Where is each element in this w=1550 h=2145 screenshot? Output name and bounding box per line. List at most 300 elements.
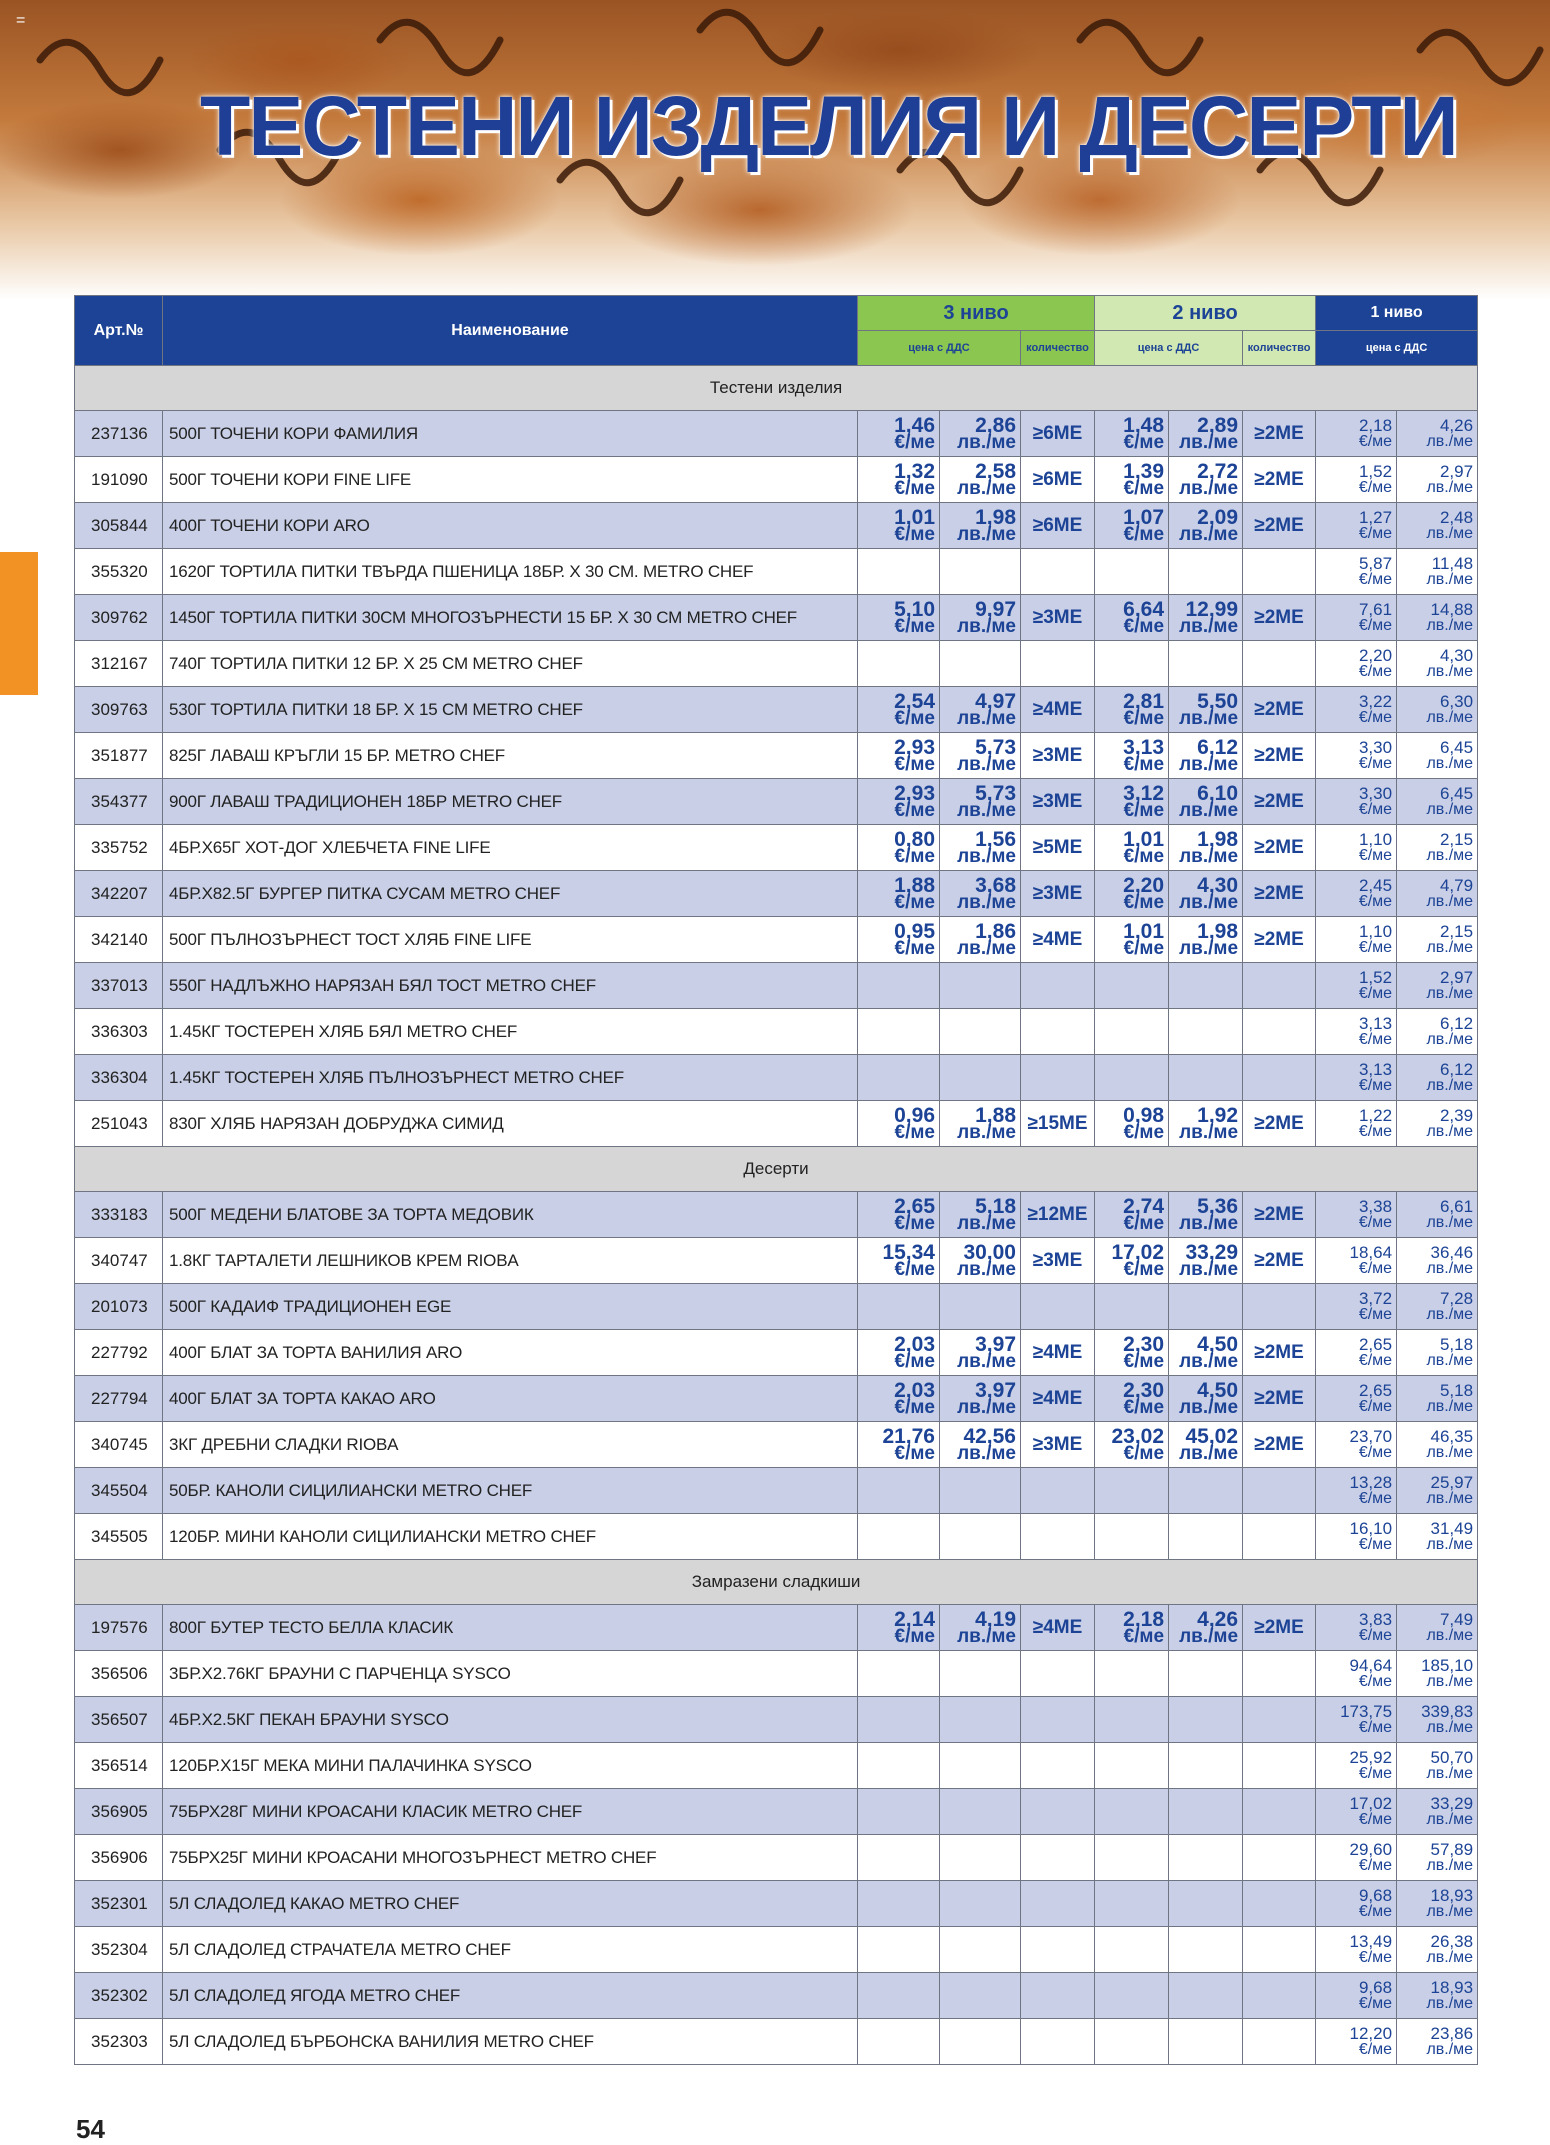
unit-bgn: лв./ме [957, 1350, 1016, 1372]
price-value: 5,18 [1439, 1381, 1474, 1400]
level2-price-eur-cell [1095, 1973, 1169, 2019]
level1-price-eur-cell [1316, 1651, 1397, 1697]
unit-eur: €/ме [894, 1258, 935, 1280]
price-value: 2,20 [1358, 646, 1393, 665]
level1-price-bgn [1397, 1062, 1477, 1093]
price-value: 2,97 [1439, 968, 1474, 987]
level2-price-bgn-cell [1169, 1789, 1243, 1835]
level2-price-bgn [1169, 459, 1242, 499]
article-number: 336303 [75, 1009, 163, 1055]
price-value: 21,76 [882, 1424, 935, 1448]
level1-price-bgn [1397, 1658, 1477, 1689]
level2-quantity-cell [1243, 1927, 1316, 1973]
level3-price-eur [858, 597, 939, 637]
price-value: 2,48 [1439, 508, 1474, 527]
level2-price-bgn-cell [1169, 1101, 1243, 1147]
unit-bgn: лв./ме [957, 1212, 1016, 1234]
unit-eur: €/ме [894, 707, 935, 729]
level2-quantity-cell [1243, 1468, 1316, 1514]
level3-quantity: ≥6ME [1032, 468, 1083, 490]
level3-quantity-cell [1021, 1101, 1095, 1147]
level3-price-bgn-cell [940, 1743, 1021, 1789]
unit-eur: €/ме [1123, 1258, 1165, 1280]
unit-bgn: лв./ме [1426, 1260, 1474, 1277]
level3-price-eur-cell [858, 1422, 940, 1468]
level1-price-eur [1316, 1521, 1396, 1552]
price-value: 2,81 [1123, 689, 1165, 713]
page-number: 54 [76, 2114, 105, 2144]
level3-price-bgn-cell [940, 1101, 1021, 1147]
level3-quantity-cell [1021, 917, 1095, 963]
unit-bgn: лв./ме [1179, 431, 1239, 453]
unit-eur: €/ме [894, 431, 935, 453]
level1-price-eur-cell [1316, 1973, 1397, 2019]
unit-bgn: лв./ме [957, 523, 1016, 545]
level3-quantity-cell [1021, 503, 1095, 549]
article-number: 201073 [75, 1284, 163, 1330]
header-article-no: Арт.№ [75, 296, 163, 366]
unit-bgn: лв./ме [1426, 2041, 1474, 2058]
price-value: 5,73 [975, 735, 1016, 759]
article-number: 354377 [75, 779, 163, 825]
price-value: 33,29 [1185, 1240, 1239, 1264]
unit-eur: €/ме [1358, 1031, 1393, 1048]
article-number: 340745 [75, 1422, 163, 1468]
unit-eur: €/ме [894, 1442, 935, 1464]
unit-eur: €/ме [1123, 523, 1165, 545]
level2-quantity: ≥2ME [1254, 790, 1304, 812]
unit-bgn: лв./ме [1426, 1214, 1474, 1231]
price-value: 2,93 [894, 781, 935, 805]
level2-price-eur-cell [1095, 963, 1169, 1009]
price-value: 2,65 [1358, 1381, 1393, 1400]
level3-price-eur [858, 459, 939, 499]
level2-quantity-cell [1243, 457, 1316, 503]
price-value: 29,60 [1349, 1840, 1393, 1859]
level2-quantity: ≥2ME [1254, 698, 1304, 720]
level3-quantity: ≥4ME [1032, 698, 1083, 720]
level3-quantity-cell [1021, 1927, 1095, 1973]
unit-eur: €/ме [1358, 1398, 1393, 1415]
level1-price-eur [1316, 510, 1396, 541]
unit-bgn: лв./ме [1426, 1490, 1474, 1507]
level1-price-eur [1316, 418, 1396, 449]
level3-price-eur [858, 1332, 939, 1372]
level2-price-eur [1095, 873, 1168, 913]
level1-price-bgn-cell [1397, 595, 1478, 641]
price-value: 1,52 [1358, 968, 1393, 987]
price-value: 45,02 [1185, 1424, 1239, 1448]
level1-price-eur [1316, 1612, 1396, 1643]
unit-bgn: лв./ме [1179, 1350, 1239, 1372]
table-row [75, 1330, 1478, 1376]
article-number: 355320 [75, 549, 163, 595]
level2-price-bgn-cell [1169, 595, 1243, 641]
level1-price-bgn-cell [1397, 411, 1478, 457]
level1-price-bgn [1397, 1704, 1477, 1735]
table-row [75, 1284, 1478, 1330]
level3-price-bgn-cell [940, 1605, 1021, 1651]
unit-bgn: лв./ме [1426, 847, 1474, 864]
unit-bgn: лв./ме [957, 799, 1016, 821]
level3-quantity-cell [1021, 1881, 1095, 1927]
level1-price-eur-cell [1316, 1422, 1397, 1468]
level1-price-bgn [1397, 1475, 1477, 1506]
product-name: 1620Г ТОРТИЛА ПИТКИ ТВЪРДА ПШЕНИЦА 18БР. Х 30 СМ. METRO CHEF [163, 549, 858, 595]
level3-price-bgn [940, 735, 1020, 775]
level1-price-eur [1316, 1429, 1396, 1460]
unit-bgn: лв./ме [1426, 1398, 1474, 1415]
product-name: 530Г ТОРТИЛА ПИТКИ 18 БР. Х 15 СМ METRO CHEF [163, 687, 858, 733]
price-value: 3,72 [1358, 1289, 1393, 1308]
unit-eur: €/ме [1358, 617, 1393, 634]
level2-price-bgn-cell [1169, 1605, 1243, 1651]
unit-bgn: лв./ме [1179, 1396, 1239, 1418]
unit-bgn: лв./ме [1179, 477, 1239, 499]
table-row [75, 779, 1478, 825]
unit-bgn: лв./ме [957, 1258, 1016, 1280]
price-value: 3,12 [1123, 781, 1165, 805]
level2-quantity-cell [1243, 1743, 1316, 1789]
unit-eur: €/ме [1358, 1719, 1393, 1736]
level2-price-bgn-cell [1169, 1376, 1243, 1422]
header-level-3: 3 ниво [858, 296, 1095, 331]
level2-price-bgn-cell [1169, 1468, 1243, 1514]
level3-quantity-cell [1021, 963, 1095, 1009]
level2-quantity-cell [1243, 1284, 1316, 1330]
section-title: Десерти [75, 1147, 1478, 1192]
level3-quantity: ≥3ME [1032, 882, 1083, 904]
price-value: 6,12 [1439, 1014, 1474, 1033]
level2-price-eur-cell [1095, 549, 1169, 595]
unit-eur: €/ме [1123, 431, 1165, 453]
level3-price-eur-cell [858, 595, 940, 641]
level1-price-bgn-cell [1397, 503, 1478, 549]
price-value: 2,72 [1197, 459, 1239, 483]
level3-quantity: ≥5ME [1032, 836, 1083, 858]
level3-quantity-cell [1021, 595, 1095, 641]
unit-eur: €/ме [1358, 663, 1393, 680]
product-name: 1450Г ТОРТИЛА ПИТКИ 30СМ МНОГОЗЪРНЕСТИ 15 БР. Х 30 СМ METRO CHEF [163, 595, 858, 641]
price-value: 173,75 [1340, 1702, 1393, 1721]
price-value: 36,46 [1430, 1243, 1474, 1262]
price-value: 1,86 [975, 919, 1016, 943]
level1-price-bgn-cell [1397, 963, 1478, 1009]
level1-price-eur [1316, 1888, 1396, 1919]
price-value: 25,97 [1430, 1473, 1474, 1492]
price-value: 4,97 [975, 689, 1016, 713]
level2-quantity-cell [1243, 1789, 1316, 1835]
level3-price-bgn [940, 505, 1020, 545]
level3-price-bgn [940, 1607, 1020, 1647]
level1-price-eur [1316, 740, 1396, 771]
table-row [75, 1881, 1478, 1927]
level1-price-bgn [1397, 1429, 1477, 1460]
level1-price-bgn-cell [1397, 1789, 1478, 1835]
unit-eur: €/ме [1123, 1396, 1165, 1418]
level2-price-bgn-cell [1169, 411, 1243, 457]
level2-price-eur-cell [1095, 1927, 1169, 1973]
price-value: 5,18 [1439, 1335, 1474, 1354]
unit-bgn: лв./ме [957, 845, 1016, 867]
article-number: 337013 [75, 963, 163, 1009]
article-number: 352302 [75, 1973, 163, 2019]
unit-eur: €/ме [894, 1396, 935, 1418]
level1-price-bgn-cell [1397, 917, 1478, 963]
level1-price-bgn [1397, 832, 1477, 863]
level1-price-bgn [1397, 1796, 1477, 1827]
level3-price-bgn-cell [940, 871, 1021, 917]
level3-price-eur-cell [858, 779, 940, 825]
level2-price-eur [1095, 413, 1168, 453]
price-value: 339,83 [1421, 1702, 1474, 1721]
unit-bgn: лв./ме [1426, 1857, 1474, 1874]
level2-price-bgn-cell [1169, 1697, 1243, 1743]
level2-price-eur [1095, 1424, 1168, 1464]
level2-price-eur-cell [1095, 1330, 1169, 1376]
level1-price-bgn [1397, 1291, 1477, 1322]
unit-bgn: лв./ме [1426, 617, 1474, 634]
level2-price-eur-cell [1095, 733, 1169, 779]
unit-eur: €/ме [1123, 1350, 1165, 1372]
level1-price-bgn [1397, 1108, 1477, 1139]
unit-bgn: лв./ме [1426, 1765, 1474, 1782]
level3-price-bgn-cell [940, 1238, 1021, 1284]
level2-quantity: ≥2ME [1254, 744, 1304, 766]
level3-price-bgn-cell [940, 779, 1021, 825]
price-table-body [75, 366, 1478, 2065]
level3-price-bgn-cell [940, 917, 1021, 963]
header-level-2: 2 ниво [1095, 296, 1316, 331]
header-level-3-quantity: количество [1021, 331, 1095, 366]
price-value: 5,73 [975, 781, 1016, 805]
price-value: 17,02 [1349, 1794, 1393, 1813]
level2-quantity: ≥2ME [1254, 1112, 1304, 1134]
level2-price-bgn-cell [1169, 503, 1243, 549]
level1-price-bgn [1397, 1337, 1477, 1368]
unit-eur: €/ме [1358, 1995, 1393, 2012]
unit-eur: €/ме [1358, 847, 1393, 864]
unit-eur: €/ме [894, 477, 935, 499]
article-number: 336304 [75, 1055, 163, 1101]
level2-price-eur-cell [1095, 1605, 1169, 1651]
level2-price-eur-cell [1095, 641, 1169, 687]
price-value: 57,89 [1430, 1840, 1474, 1859]
level3-price-eur-cell [858, 1927, 940, 1973]
level1-price-bgn [1397, 924, 1477, 955]
price-value: 3,68 [975, 873, 1016, 897]
unit-bgn: лв./ме [1179, 891, 1239, 913]
level1-price-bgn-cell [1397, 1514, 1478, 1560]
level1-price-bgn [1397, 740, 1477, 771]
product-name: 1.45КГ ТОСТЕРЕН ХЛЯБ ПЪЛНОЗЪРНЕСТ METRO CHEF [163, 1055, 858, 1101]
unit-eur: €/ме [1123, 1442, 1165, 1464]
level3-quantity: ≥6ME [1032, 514, 1083, 536]
level1-price-bgn-cell [1397, 549, 1478, 595]
level3-quantity: ≥3ME [1032, 790, 1083, 812]
price-value: 1,01 [1123, 827, 1165, 851]
level3-price-bgn-cell [940, 1376, 1021, 1422]
level2-price-eur-cell [1095, 1238, 1169, 1284]
level2-quantity-cell [1243, 549, 1316, 595]
unit-eur: €/ме [1123, 707, 1165, 729]
level3-quantity: ≥3ME [1032, 606, 1083, 628]
section-heading-row [75, 1147, 1478, 1192]
level3-price-bgn [940, 413, 1020, 453]
level1-price-eur-cell [1316, 1697, 1397, 1743]
level2-price-bgn [1169, 413, 1242, 453]
unit-bgn: лв./ме [1426, 571, 1474, 588]
level3-quantity-cell [1021, 641, 1095, 687]
level2-quantity: ≥2ME [1254, 1249, 1304, 1271]
price-value: 6,64 [1123, 597, 1165, 621]
level1-price-eur-cell [1316, 457, 1397, 503]
level3-price-bgn-cell [940, 549, 1021, 595]
level1-price-eur-cell [1316, 1881, 1397, 1927]
unit-eur: €/ме [894, 799, 935, 821]
price-value: 23,86 [1430, 2024, 1474, 2043]
unit-bgn: лв./ме [957, 891, 1016, 913]
unit-bgn: лв./ме [957, 477, 1016, 499]
unit-eur: €/ме [1358, 433, 1393, 450]
level3-price-bgn-cell [940, 1284, 1021, 1330]
table-row [75, 1697, 1478, 1743]
table-row [75, 963, 1478, 1009]
table-row [75, 2019, 1478, 2065]
price-value: 13,28 [1349, 1473, 1393, 1492]
unit-eur: €/ме [1358, 893, 1393, 910]
price-value: 2,30 [1123, 1378, 1165, 1402]
unit-bgn: лв./ме [1179, 937, 1239, 959]
level3-price-bgn [940, 597, 1020, 637]
unit-eur: €/ме [894, 1121, 935, 1143]
level3-price-bgn [940, 689, 1020, 729]
unit-eur: €/ме [1358, 1673, 1393, 1690]
level2-price-eur-cell [1095, 1101, 1169, 1147]
level2-price-bgn-cell [1169, 825, 1243, 871]
header-level-2-price: цена с ДДС [1095, 331, 1243, 366]
unit-eur: €/ме [1358, 479, 1393, 496]
unit-eur: €/ме [1123, 937, 1165, 959]
level2-quantity-cell [1243, 871, 1316, 917]
level1-price-eur-cell [1316, 1192, 1397, 1238]
level3-price-eur-cell [858, 1789, 940, 1835]
unit-eur: €/ме [1358, 801, 1393, 818]
product-name: 5Л СЛАДОЛЕД СТРАЧАТЕЛА METRO CHEF [163, 1927, 858, 1973]
article-number: 352304 [75, 1927, 163, 1973]
level3-quantity-cell [1021, 1789, 1095, 1835]
level1-price-eur [1316, 1016, 1396, 1047]
unit-eur: €/ме [1358, 1949, 1393, 1966]
table-row [75, 1101, 1478, 1147]
level1-price-bgn [1397, 1612, 1477, 1643]
unit-eur: €/ме [1123, 799, 1165, 821]
level2-price-bgn-cell [1169, 687, 1243, 733]
level3-price-eur-cell [858, 1835, 940, 1881]
article-number: 191090 [75, 457, 163, 503]
level1-price-bgn-cell [1397, 871, 1478, 917]
level2-price-eur-cell [1095, 1422, 1169, 1468]
unit-bgn: лв./ме [1179, 1258, 1239, 1280]
price-value: 3,13 [1358, 1060, 1393, 1079]
level3-price-bgn [940, 1378, 1020, 1418]
level1-price-bgn-cell [1397, 1192, 1478, 1238]
level3-price-eur-cell [858, 1101, 940, 1147]
unit-eur: €/ме [1358, 1857, 1393, 1874]
level1-price-bgn-cell [1397, 1743, 1478, 1789]
level2-quantity: ≥2ME [1254, 514, 1304, 536]
level1-price-eur [1316, 648, 1396, 679]
level2-price-bgn [1169, 919, 1242, 959]
table-row [75, 503, 1478, 549]
level2-price-bgn [1169, 689, 1242, 729]
level3-price-eur-cell [858, 1376, 940, 1422]
header-level-2-quantity: количество [1243, 331, 1316, 366]
level3-price-bgn [940, 781, 1020, 821]
level3-price-eur-cell [858, 641, 940, 687]
level1-price-bgn [1397, 1245, 1477, 1276]
level3-price-bgn-cell [940, 1697, 1021, 1743]
level2-price-bgn-cell [1169, 1514, 1243, 1560]
level3-price-bgn-cell [940, 1789, 1021, 1835]
level1-price-eur [1316, 602, 1396, 633]
price-value: 1,88 [975, 1103, 1016, 1127]
unit-eur: €/ме [894, 1625, 935, 1647]
unit-eur: €/ме [894, 1212, 935, 1234]
price-value: 9,97 [975, 597, 1016, 621]
unit-bgn: лв./ме [1179, 1625, 1239, 1647]
level3-price-bgn-cell [940, 595, 1021, 641]
price-value: 2,20 [1123, 873, 1165, 897]
product-name: 500Г КАДАИФ ТРАДИЦИОНЕН EGE [163, 1284, 858, 1330]
level2-price-bgn-cell [1169, 641, 1243, 687]
level1-price-bgn-cell [1397, 1330, 1478, 1376]
price-value: 3,83 [1358, 1610, 1393, 1629]
price-value: 1,10 [1358, 922, 1393, 941]
level3-price-bgn-cell [940, 411, 1021, 457]
price-value: 25,92 [1349, 1748, 1393, 1767]
price-table [74, 295, 1478, 2065]
price-value: 17,02 [1111, 1240, 1165, 1264]
level1-price-bgn [1397, 556, 1477, 587]
level3-price-eur [858, 919, 939, 959]
level3-quantity-cell [1021, 1009, 1095, 1055]
price-value: 4,50 [1197, 1332, 1239, 1356]
level3-price-bgn-cell [940, 687, 1021, 733]
level2-price-bgn-cell [1169, 963, 1243, 1009]
unit-bgn: лв./ме [1179, 707, 1239, 729]
price-value: 2,03 [894, 1378, 935, 1402]
level2-price-eur-cell [1095, 1009, 1169, 1055]
level2-quantity-cell [1243, 1422, 1316, 1468]
level2-quantity: ≥2ME [1254, 606, 1304, 628]
product-name: 800Г БУТЕР ТЕСТО БЕЛЛА КЛАСИК [163, 1605, 858, 1651]
price-value: 1,92 [1197, 1103, 1239, 1127]
level2-price-eur-cell [1095, 2019, 1169, 2065]
level2-price-bgn [1169, 1240, 1242, 1280]
level3-quantity-cell [1021, 1284, 1095, 1330]
level2-price-bgn [1169, 1103, 1242, 1143]
unit-eur: €/ме [1358, 1077, 1393, 1094]
level2-quantity-cell [1243, 779, 1316, 825]
unit-eur: €/ме [894, 891, 935, 913]
level2-price-bgn-cell [1169, 1881, 1243, 1927]
level2-quantity: ≥2ME [1254, 1341, 1304, 1363]
table-row [75, 1055, 1478, 1101]
price-value: 2,74 [1123, 1194, 1165, 1218]
article-number: 312167 [75, 641, 163, 687]
product-name: 500Г ТОЧЕНИ КОРИ ФАМИЛИЯ [163, 411, 858, 457]
